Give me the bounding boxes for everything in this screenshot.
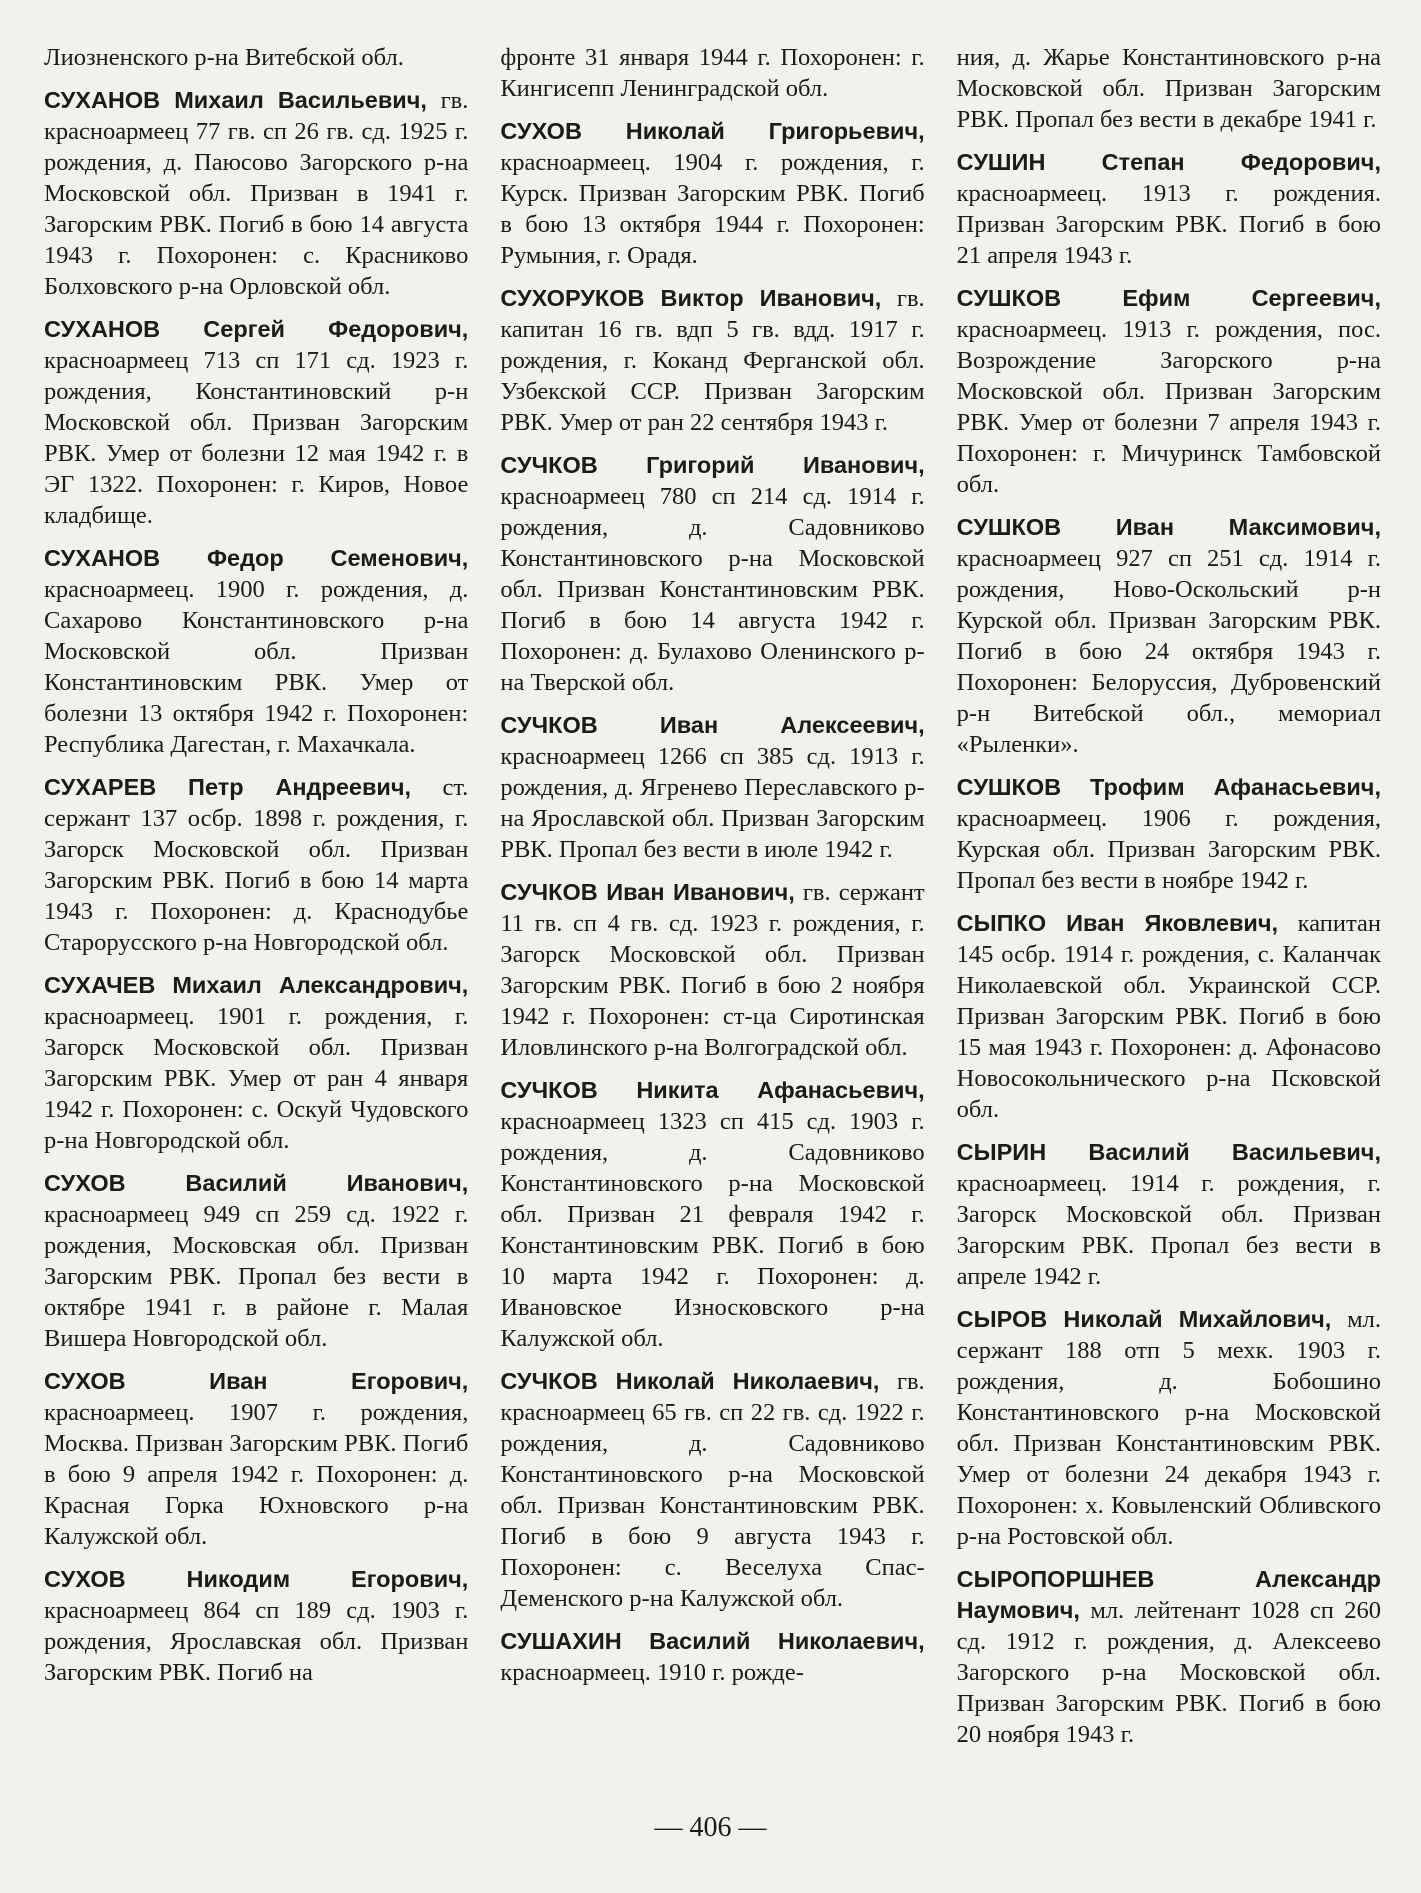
entry-continuation bbox=[44, 42, 468, 73]
entry-name: СЫРОПОРШНЕВ Александр Наумович, bbox=[956, 1566, 1381, 1623]
entry-text: красноармеец. 1906 г. рождения, Курская обл. Призван Загорским РВК. Пропал без вести в ноябре 1942 г. bbox=[956, 805, 1381, 894]
entry-name: СУХОВ Никодим Егорович, bbox=[44, 1566, 469, 1592]
entry bbox=[957, 772, 1381, 896]
entry bbox=[44, 970, 468, 1156]
entry bbox=[44, 1564, 468, 1688]
entry-name: СЫПКО Иван Яковлевич, bbox=[956, 910, 1279, 936]
entry-name: СУШКОВ Ефим Сергеевич, bbox=[956, 285, 1381, 311]
entry bbox=[957, 1564, 1381, 1750]
entry-text: мл. сержант 188 отп 5 мехк. 1903 г. рождения, д. Бобошино Константиновского р-на Московской обл. Призван Константиновским РВК. Умер от болезни 24 декабря 1943 г. Похоронен: х. Ковыленский Обливского р-на Ростовской обл. bbox=[956, 1306, 1381, 1550]
entry bbox=[957, 1137, 1381, 1292]
entry-text: красноармеец 927 сп 251 сд. 1914 г. рождения, Ново-Оскольский р-н Курской обл. Призван Загорским РВК. Погиб в бою 24 октября 1943 г. Похоронен: Белоруссия, Дубровенский р-н Витебской обл., мемориал «Рыленки». bbox=[956, 545, 1381, 758]
entry-name: СУШИН Степан Федорович, bbox=[956, 149, 1381, 175]
entry-name: СУШКОВ Иван Максимович, bbox=[956, 514, 1381, 540]
entry-text: красноармеец. 1910 г. рожде- bbox=[500, 1659, 804, 1686]
entry-text: красноармеец 1266 сп 385 сд. 1913 г. рождения, д. Ягренево Переславского р-на Ярославской обл. Призван Загорским РВК. Пропал без вести в июле 1942 г. bbox=[500, 743, 925, 863]
entry-continuation bbox=[957, 42, 1381, 135]
entry-text: красноармеец. 1907 г. рождения, Москва. Призван Загорским РВК. Погиб в бою 9 апреля 1942 г. Похоронен: д. Красная Горка Юхновского р-на Калужской обл. bbox=[44, 1399, 469, 1550]
entry bbox=[957, 512, 1381, 760]
entry-text: красноармеец 864 сп 189 сд. 1903 г. рождения, Ярославская обл. Призван Загорским РВК. Погиб на bbox=[44, 1597, 469, 1686]
entry-text: гв. сержант 11 гв. сп 4 гв. сд. 1923 г. рождения, г. Загорск Московской обл. Призван Загорским РВК. Погиб в бою 2 ноября 1942 г. Похоронен: ст-ца Сиротинская Иловлинского р-на Волгоградской обл. bbox=[500, 879, 925, 1061]
entry-text: красноармеец 1323 сп 415 сд. 1903 г. рождения, д. Садовниково Константиновского р-на Московской обл. Призван 21 февраля 1942 г. Константиновским РВК. Погиб в бою 10 марта 1942 г. Похоронен: д. Ивановское Износковского р-на Калужской обл. bbox=[500, 1108, 925, 1352]
entry-text: красноармеец. 1913 г. рождения. Призван Загорским РВК. Погиб в бою 21 апреля 1943 г. bbox=[956, 180, 1381, 269]
entry-text: красноармеец. 1914 г. рождения, г. Загорск Московской обл. Призван Загорским РВК. Пропал без вести в апреле 1942 г. bbox=[956, 1170, 1381, 1290]
entry-text: фронте 31 января 1944 г. Похоронен: г. Кингисепп Ленинградской обл. bbox=[500, 44, 925, 102]
entry-name: СУХАНОВ Сергей Федорович, bbox=[44, 316, 469, 342]
entry bbox=[957, 908, 1381, 1125]
entry-text: ния, д. Жарье Константиновского р-на Московской обл. Призван Загорским РВК. Пропал без вести в декабре 1941 г. bbox=[956, 44, 1381, 133]
entry bbox=[957, 283, 1381, 500]
entry bbox=[44, 1168, 468, 1354]
entry-name: СУХАРЕВ Петр Андреевич, bbox=[44, 774, 412, 800]
entry-continuation bbox=[500, 42, 924, 104]
page-number: — 406 — bbox=[654, 1812, 767, 1843]
entry bbox=[44, 543, 468, 760]
column-2 bbox=[500, 42, 924, 1700]
entry bbox=[500, 283, 924, 438]
entry bbox=[44, 1366, 468, 1552]
entry-text: красноармеец 713 сп 171 сд. 1923 г. рождения, Константиновский р-н Московской обл. Призван Загорским РВК. Умер от болезни 12 мая 1942 г. в ЭГ 1322. Похоронен: г. Киров, Новое кладбище. bbox=[44, 347, 469, 529]
entry-text: ст. сержант 137 осбр. 1898 г. рождения, г. Загорск Московской обл. Призван Загорским РВК. Погиб в бою 14 марта 1943 г. Похоронен: д. Краснодубье Старорусского р-на Новгородской обл. bbox=[44, 774, 469, 956]
entry bbox=[44, 314, 468, 531]
entry bbox=[500, 710, 924, 865]
entry-text: красноармеец 780 сп 214 сд. 1914 г. рождения, д. Садовниково Константиновского р-на Московской обл. Призван Константиновским РВК. Погиб в бою 14 августа 1942 г. Похоронен: д. Булахово Оленинского р-на Тверской обл. bbox=[500, 483, 925, 696]
column-3 bbox=[957, 42, 1381, 1762]
entry-name: СУХАНОВ Федор Семенович, bbox=[44, 545, 469, 571]
entry-text: гв. красноармеец 65 гв. сп 22 гв. сд. 1922 г. рождения, д. Садовниково Константиновского р-на Московской обл. Призван Константиновским РВК. Погиб в бою 9 августа 1943 г. Похоронен: с. Веселуха Спас-Деменского р-на Калужской обл. bbox=[500, 1368, 925, 1612]
entry-text: красноармеец. 1904 г. рождения, г. Курск. Призван Загорским РВК. Погиб в бою 13 октября 1944 г. Похоронен: Румыния, г. Орадя. bbox=[500, 149, 925, 269]
entry-name: СУЧКОВ Николай Николаевич, bbox=[500, 1368, 880, 1394]
entry-text: Лиозненского р-на Витебской обл. bbox=[44, 44, 404, 71]
entry-name: СУХАЧЕВ Михаил Александрович, bbox=[44, 972, 469, 998]
entry-name: СУХОВ Василий Иванович, bbox=[44, 1170, 469, 1196]
entry bbox=[500, 116, 924, 271]
entry-name: СУЧКОВ Никита Афанасьевич, bbox=[500, 1077, 925, 1103]
entry bbox=[500, 450, 924, 698]
entry bbox=[500, 1075, 924, 1354]
entry bbox=[957, 147, 1381, 271]
entry-name: СУХАНОВ Михаил Васильевич, bbox=[44, 87, 427, 113]
entry-text: красноармеец 949 сп 259 сд. 1922 г. рождения, Московская обл. Призван Загорским РВК. Пропал без вести в октябре 1941 г. в районе г. Малая Вишера Новгородской обл. bbox=[44, 1201, 469, 1352]
column-1 bbox=[44, 42, 468, 1700]
entry-name: СУШАХИН Василий Николаевич, bbox=[500, 1628, 925, 1654]
entry-text: гв. красноармеец 77 гв. сп 26 гв. сд. 1925 г. рождения, д. Паюсово Загорского р-на Московской обл. Призван в 1941 г. Загорским РВК. Погиб в бою 14 августа 1943 г. Похоронен: с. Красниково Болховского р-на Орловской обл. bbox=[44, 87, 469, 300]
entry-text: капитан 145 осбр. 1914 г. рождения, с. Каланчак Николаевской обл. Украинской ССР. Призван Загорским РВК. Погиб в бою 15 мая 1943 г. Похоронен: д. Афонасово Новосокольнического р-на Псковской обл. bbox=[956, 910, 1381, 1123]
entry-text: гв. капитан 16 гв. вдп 5 гв. вдд. 1917 г. рождения, г. Коканд Ферганской обл. Узбекской ССР. Призван Загорским РВК. Умер от ран 22 сентября 1943 г. bbox=[500, 285, 925, 436]
entry-text: мл. лейтенант 1028 сп 260 сд. 1912 г. рождения, д. Алексеево Загорского р-на Московской обл. Призван Загорским РВК. Погиб в бою 20 ноября 1943 г. bbox=[956, 1597, 1381, 1748]
entry-text: красноармеец. 1900 г. рождения, д. Сахарово Константиновского р-на Московской обл. Призван Константиновским РВК. Умер от болезни 13 октября 1942 г. Похоронен: Республика Дагестан, г. Махачкала. bbox=[44, 576, 469, 758]
entry-name: СУХОВ Николай Григорьевич, bbox=[500, 118, 925, 144]
entry bbox=[44, 85, 468, 302]
entry-name: СУШКОВ Трофим Афанасьевич, bbox=[956, 774, 1381, 800]
text-columns bbox=[44, 42, 1381, 1762]
entry bbox=[957, 1304, 1381, 1552]
entry-name: СУЧКОВ Иван Алексеевич, bbox=[500, 712, 925, 738]
entry-text: красноармеец. 1901 г. рождения, г. Загорск Московской обл. Призван Загорским РВК. Умер от ран 4 января 1942 г. Похоронен: с. Оскуй Чудовского р-на Новгородской обл. bbox=[44, 1003, 469, 1154]
entry-name: СУХОРУКОВ Виктор Иванович, bbox=[500, 285, 882, 311]
entry bbox=[500, 1626, 924, 1688]
entry bbox=[500, 1366, 924, 1614]
entry-name: СУЧКОВ Григорий Иванович, bbox=[500, 452, 925, 478]
entry bbox=[500, 877, 924, 1063]
entry bbox=[44, 772, 468, 958]
entry-name: СУХОВ Иван Егорович, bbox=[44, 1368, 469, 1394]
entry-name: СУЧКОВ Иван Иванович, bbox=[500, 879, 795, 905]
entry-text: красноармеец. 1913 г. рождения, пос. Возрождение Загорского р-на Московской обл. Призван Загорским РВК. Умер от болезни 7 апреля 1943 г. Похоронен: г. Мичуринск Тамбовской обл. bbox=[956, 316, 1381, 498]
entry-name: СЫРОВ Николай Михайлович, bbox=[956, 1306, 1332, 1332]
entry-name: СЫРИН Василий Васильевич, bbox=[956, 1139, 1381, 1165]
